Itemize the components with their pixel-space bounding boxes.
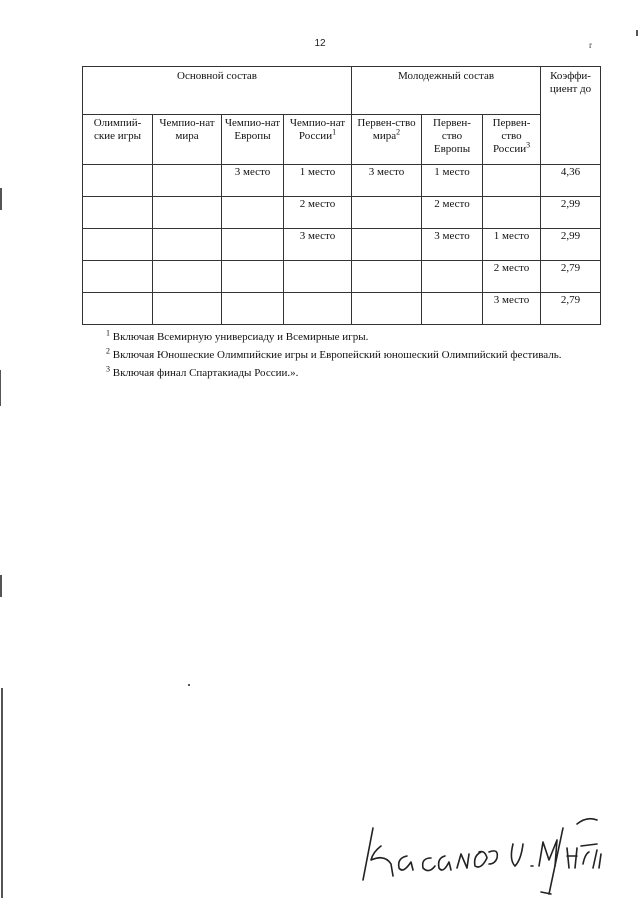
footnote-3	[106, 366, 598, 380]
footnote-2	[106, 348, 598, 362]
page-number: 12	[314, 38, 326, 49]
scan-mark	[1, 688, 3, 898]
table-cell	[222, 293, 284, 325]
coefficient-table	[82, 66, 601, 325]
table-cell: 2 место	[483, 261, 541, 293]
footnote-text: Включая финал Спартакиады России.».	[112, 367, 299, 379]
table-cell	[483, 165, 541, 197]
group-header-row	[83, 67, 601, 115]
table-cell	[83, 261, 153, 293]
table-cell	[483, 197, 541, 229]
table-cell: 3 место	[284, 229, 352, 261]
column-header: Чемпио-нат России$^1$	[284, 115, 352, 165]
corner-mark: r	[589, 40, 592, 50]
column-header: Первен-ство России$^3$	[483, 115, 541, 165]
table-cell: 2 место	[284, 197, 352, 229]
table-cell	[83, 197, 153, 229]
coefficient-cell: 4,36	[541, 165, 601, 197]
column-header: Олимпий-ские игры	[83, 115, 153, 165]
column-header: Чемпио-нат мира	[153, 115, 222, 165]
table-cell	[422, 261, 483, 293]
table-cell	[222, 197, 284, 229]
table-cell	[83, 229, 153, 261]
column-header: Чемпио-нат Европы	[222, 115, 284, 165]
coefficient-cell: 2,79	[541, 293, 601, 325]
table-cell: 3 место	[222, 165, 284, 197]
coefficient-cell: 2,99	[541, 229, 601, 261]
footnote-text: Включая Всемирную универсиаду и Всемирные игры.	[112, 331, 369, 343]
table-row	[83, 165, 601, 197]
coefficient-header: Коэффи-циент до	[541, 67, 601, 165]
footnote-ref: 2	[396, 127, 401, 137]
scan-mark	[0, 370, 1, 406]
footnote-ref: 1	[332, 127, 337, 137]
coefficient-cell: 2,79	[541, 261, 601, 293]
table-row	[83, 229, 601, 261]
footnote-number: 2	[106, 346, 110, 356]
footnote-number: 3	[106, 364, 110, 374]
signature	[345, 808, 615, 900]
coefficient-cell: 2,99	[541, 197, 601, 229]
table-cell: 3 место	[352, 165, 422, 197]
table-cell	[222, 229, 284, 261]
group-main-header: Основной состав	[83, 67, 352, 115]
table-cell	[352, 261, 422, 293]
table-cell	[153, 293, 222, 325]
table-cell: 1 место	[422, 165, 483, 197]
table-cell	[222, 261, 284, 293]
footnote-text: Включая Юношеские Олимпийские игры и Европейский юношеский Олимпийский фестиваль.	[112, 349, 562, 361]
table-row	[83, 197, 601, 229]
footnote-ref: 3	[526, 140, 531, 150]
table-cell	[153, 261, 222, 293]
table-cell	[284, 261, 352, 293]
column-header: Первен-ство Европы	[422, 115, 483, 165]
table-cell	[352, 229, 422, 261]
table-cell	[284, 293, 352, 325]
scan-dot	[188, 684, 190, 686]
table-cell: 2 место	[422, 197, 483, 229]
scan-mark	[0, 188, 2, 210]
table-cell	[153, 197, 222, 229]
table-row	[83, 261, 601, 293]
table-cell	[153, 165, 222, 197]
table-cell	[422, 293, 483, 325]
column-header-row	[83, 115, 601, 165]
scan-mark	[0, 575, 2, 597]
table-body	[83, 165, 601, 325]
table-cell: 3 место	[483, 293, 541, 325]
column-header: Первен-ство мира$^2$	[352, 115, 422, 165]
table-cell	[153, 229, 222, 261]
scan-mark	[636, 30, 638, 36]
table-cell	[352, 293, 422, 325]
table-cell: 1 место	[284, 165, 352, 197]
table-row	[83, 293, 601, 325]
footnote-number: 1	[106, 328, 110, 338]
group-youth-header: Молодежный состав	[352, 67, 541, 115]
table-cell	[83, 293, 153, 325]
footnotes	[106, 330, 598, 384]
table-cell: 3 место	[422, 229, 483, 261]
table-cell	[352, 197, 422, 229]
footnote-1	[106, 330, 598, 344]
table-cell: 1 место	[483, 229, 541, 261]
table-cell	[83, 165, 153, 197]
